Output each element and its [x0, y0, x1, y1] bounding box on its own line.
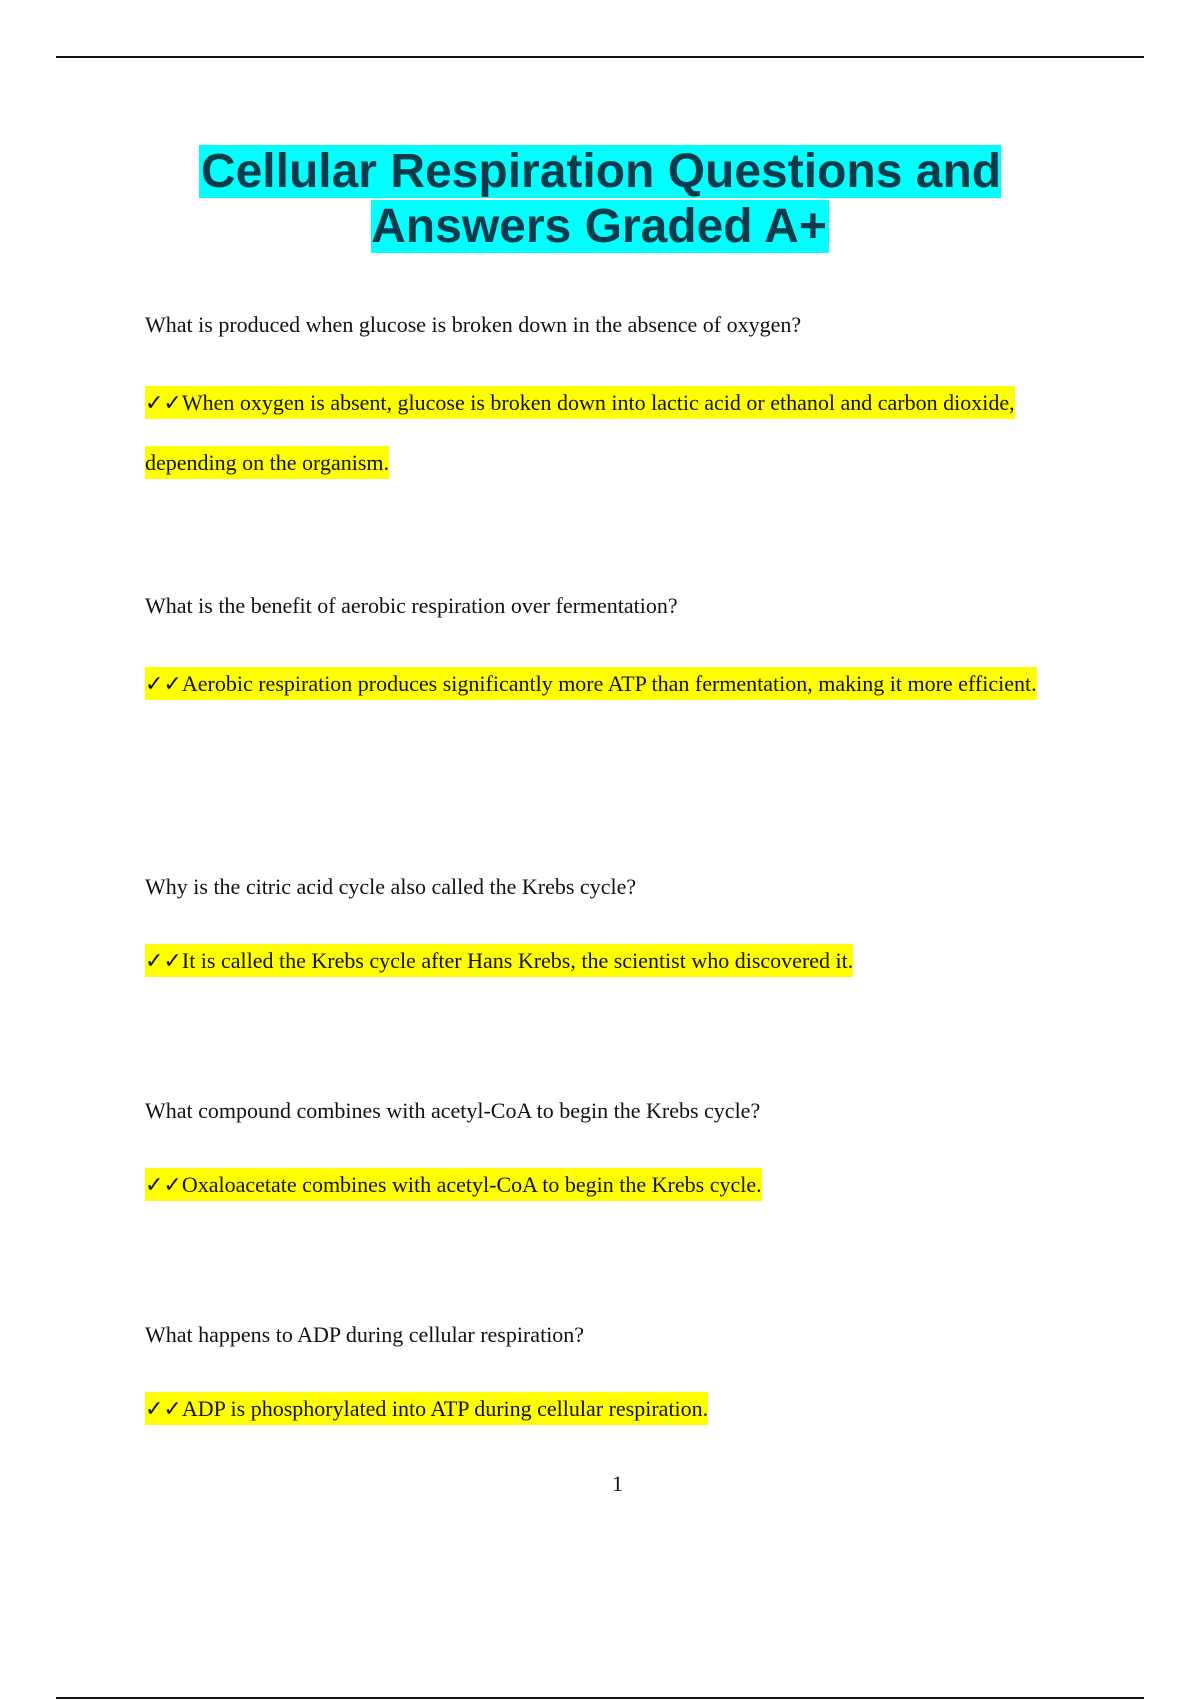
- answer-1: [145, 373, 1045, 493]
- document-title: [100, 144, 1100, 254]
- answer-4: [145, 1155, 1045, 1215]
- answer-1-text: ✓✓When oxygen is absent, glucose is broken down into lactic acid or ethanol and carbon dioxide, depending on the organism.: [145, 386, 1015, 479]
- answer-2-text: ✓✓Aerobic respiration produces significantly more ATP than fermentation, making it more efficient.: [145, 667, 1037, 700]
- question-1: What is produced when glucose is broken down in the absence of oxygen?: [145, 312, 802, 337]
- answer-3: [145, 931, 1045, 991]
- page-number: 1: [612, 1471, 623, 1496]
- question-3: Why is the citric acid cycle also called the Krebs cycle?: [145, 874, 637, 899]
- answer-2: [145, 654, 1045, 714]
- question-4: What compound combines with acetyl-CoA to begin the Krebs cycle?: [145, 1098, 761, 1123]
- question-2: What is the benefit of aerobic respiration over fermentation?: [145, 593, 678, 618]
- answer-5: [145, 1379, 1045, 1439]
- answer-3-text: ✓✓It is called the Krebs cycle after Hans Krebs, the scientist who discovered it.: [145, 944, 853, 977]
- answer-5-text: ✓✓ADP is phosphorylated into ATP during cellular respiration.: [145, 1392, 708, 1425]
- question-5: What happens to ADP during cellular respiration?: [145, 1322, 585, 1347]
- answer-4-text: ✓✓Oxaloacetate combines with acetyl-CoA to begin the Krebs cycle.: [145, 1168, 762, 1201]
- document-title-text: Cellular Respiration Questions and Answers Graded A+: [200, 145, 1002, 253]
- bottom-rule: [56, 1697, 1144, 1699]
- top-rule: [56, 56, 1144, 58]
